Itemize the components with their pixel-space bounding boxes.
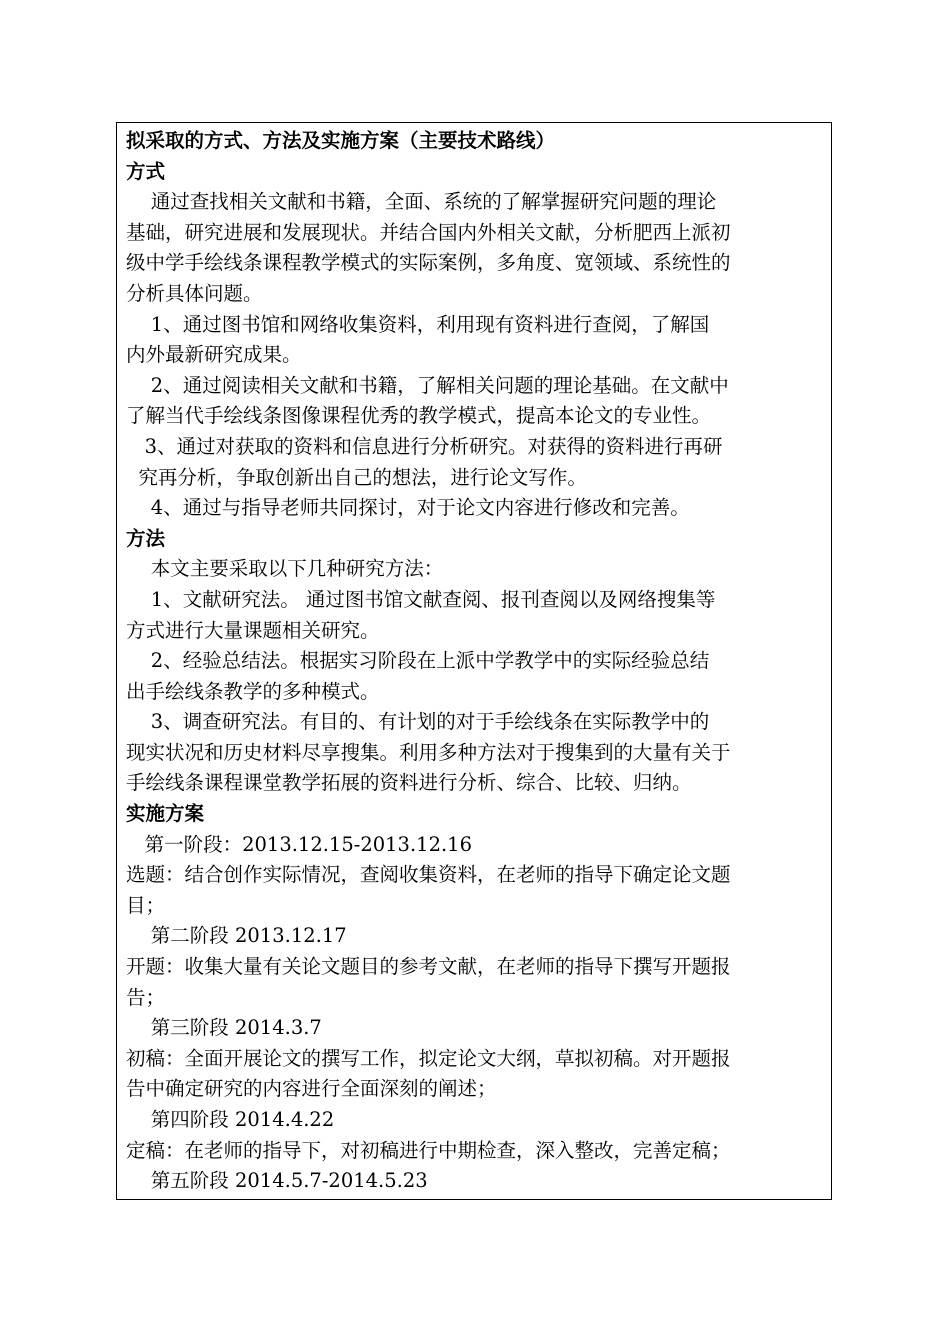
- text-line: 选题：结合创作实际情况，查阅收集资料，在老师的指导下确定论文题: [126, 863, 731, 887]
- text-line: 第二阶段 2013.12.17: [126, 924, 347, 948]
- text-line: 内外最新研究成果。: [126, 343, 302, 367]
- text-line: 开题：收集大量有关论文题目的参考文献，在老师的指导下撰写开题报: [126, 955, 731, 979]
- text-line: 手绘线条课程课堂教学拓展的资料进行分析、综合、比较、归纳。: [126, 771, 692, 795]
- text-line: 第四阶段 2014.4.22: [126, 1108, 335, 1131]
- text-line: 3、调查研究法。有目的、有计划的对于手绘线条在实际教学中的: [126, 710, 710, 734]
- text-line: 究再分析，争取创新出自己的想法，进行论文写作。: [126, 465, 587, 489]
- text-line: 2、经验总结法。根据实习阶段在上派中学教学中的实际经验总结: [126, 649, 710, 673]
- text-line: 第三阶段 2014.3.7: [126, 1016, 322, 1040]
- text-line: 基础，研究进展和发展现状。并结合国内外相关文献，分析肥西上派初: [126, 220, 731, 244]
- text-line: 级中学手绘线条课程教学模式的实际案例，多角度、宽领域、系统性的: [126, 251, 731, 275]
- section-heading: 拟采取的方式、方法及实施方案（主要技术路线）: [126, 129, 556, 152]
- section-heading: 实施方案: [126, 802, 205, 826]
- text-line: 分析具体问题。: [126, 281, 263, 305]
- text-line: 现实状况和历史材料尽享搜集。利用多种方法对于搜集到的大量有关于: [126, 740, 731, 764]
- text-line: 告中确定研究的内容进行全面深刻的阐述；: [126, 1077, 497, 1101]
- text-line: 定稿：在老师的指导下，对初稿进行中期检查，深入整改，完善定稿；: [126, 1138, 731, 1162]
- text-line: 了解当代手绘线条图像课程优秀的教学模式，提高本论文的专业性。: [126, 404, 712, 428]
- text-line: 通过查找相关文献和书籍，全面、系统的了解掌握研究问题的理论: [126, 190, 717, 214]
- text-line: 2、通过阅读相关文献和书籍，了解相关问题的理论基础。在文献中: [126, 373, 729, 397]
- text-line: 告；: [126, 985, 166, 1009]
- text-line: 本文主要采取以下几种研究方法：: [126, 557, 444, 581]
- text-line: 4、通过与指导老师共同探讨，对于论文内容进行修改和完善。: [126, 496, 690, 520]
- text-line: 1、文献研究法。 通过图书馆文献查阅、报刊查阅以及网络搜集等: [126, 587, 716, 611]
- text-line: 3、通过对获取的资料和信息进行分析研究。对获得的资料进行再研: [126, 434, 723, 458]
- text-line: 1、通过图书馆和网络收集资料，利用现有资料进行查阅，了解国: [126, 312, 710, 336]
- text-line: 出手绘线条教学的多种模式。: [126, 679, 380, 703]
- section-heading: 方法: [126, 526, 166, 550]
- text-line: 初稿：全面开展论文的撰写工作，拟定论文大纲，草拟初稿。对开题报: [126, 1046, 731, 1070]
- text-line: 目；: [126, 893, 166, 917]
- text-line: 第一阶段：2013.12.15-2013.12.16: [126, 832, 472, 856]
- text-line: 第五阶段 2014.5.7-2014.5.23: [126, 1169, 428, 1193]
- document-body: [126, 126, 826, 1197]
- text-line: 方式进行大量课题相关研究。: [126, 618, 380, 642]
- section-heading: 方式: [126, 159, 166, 183]
